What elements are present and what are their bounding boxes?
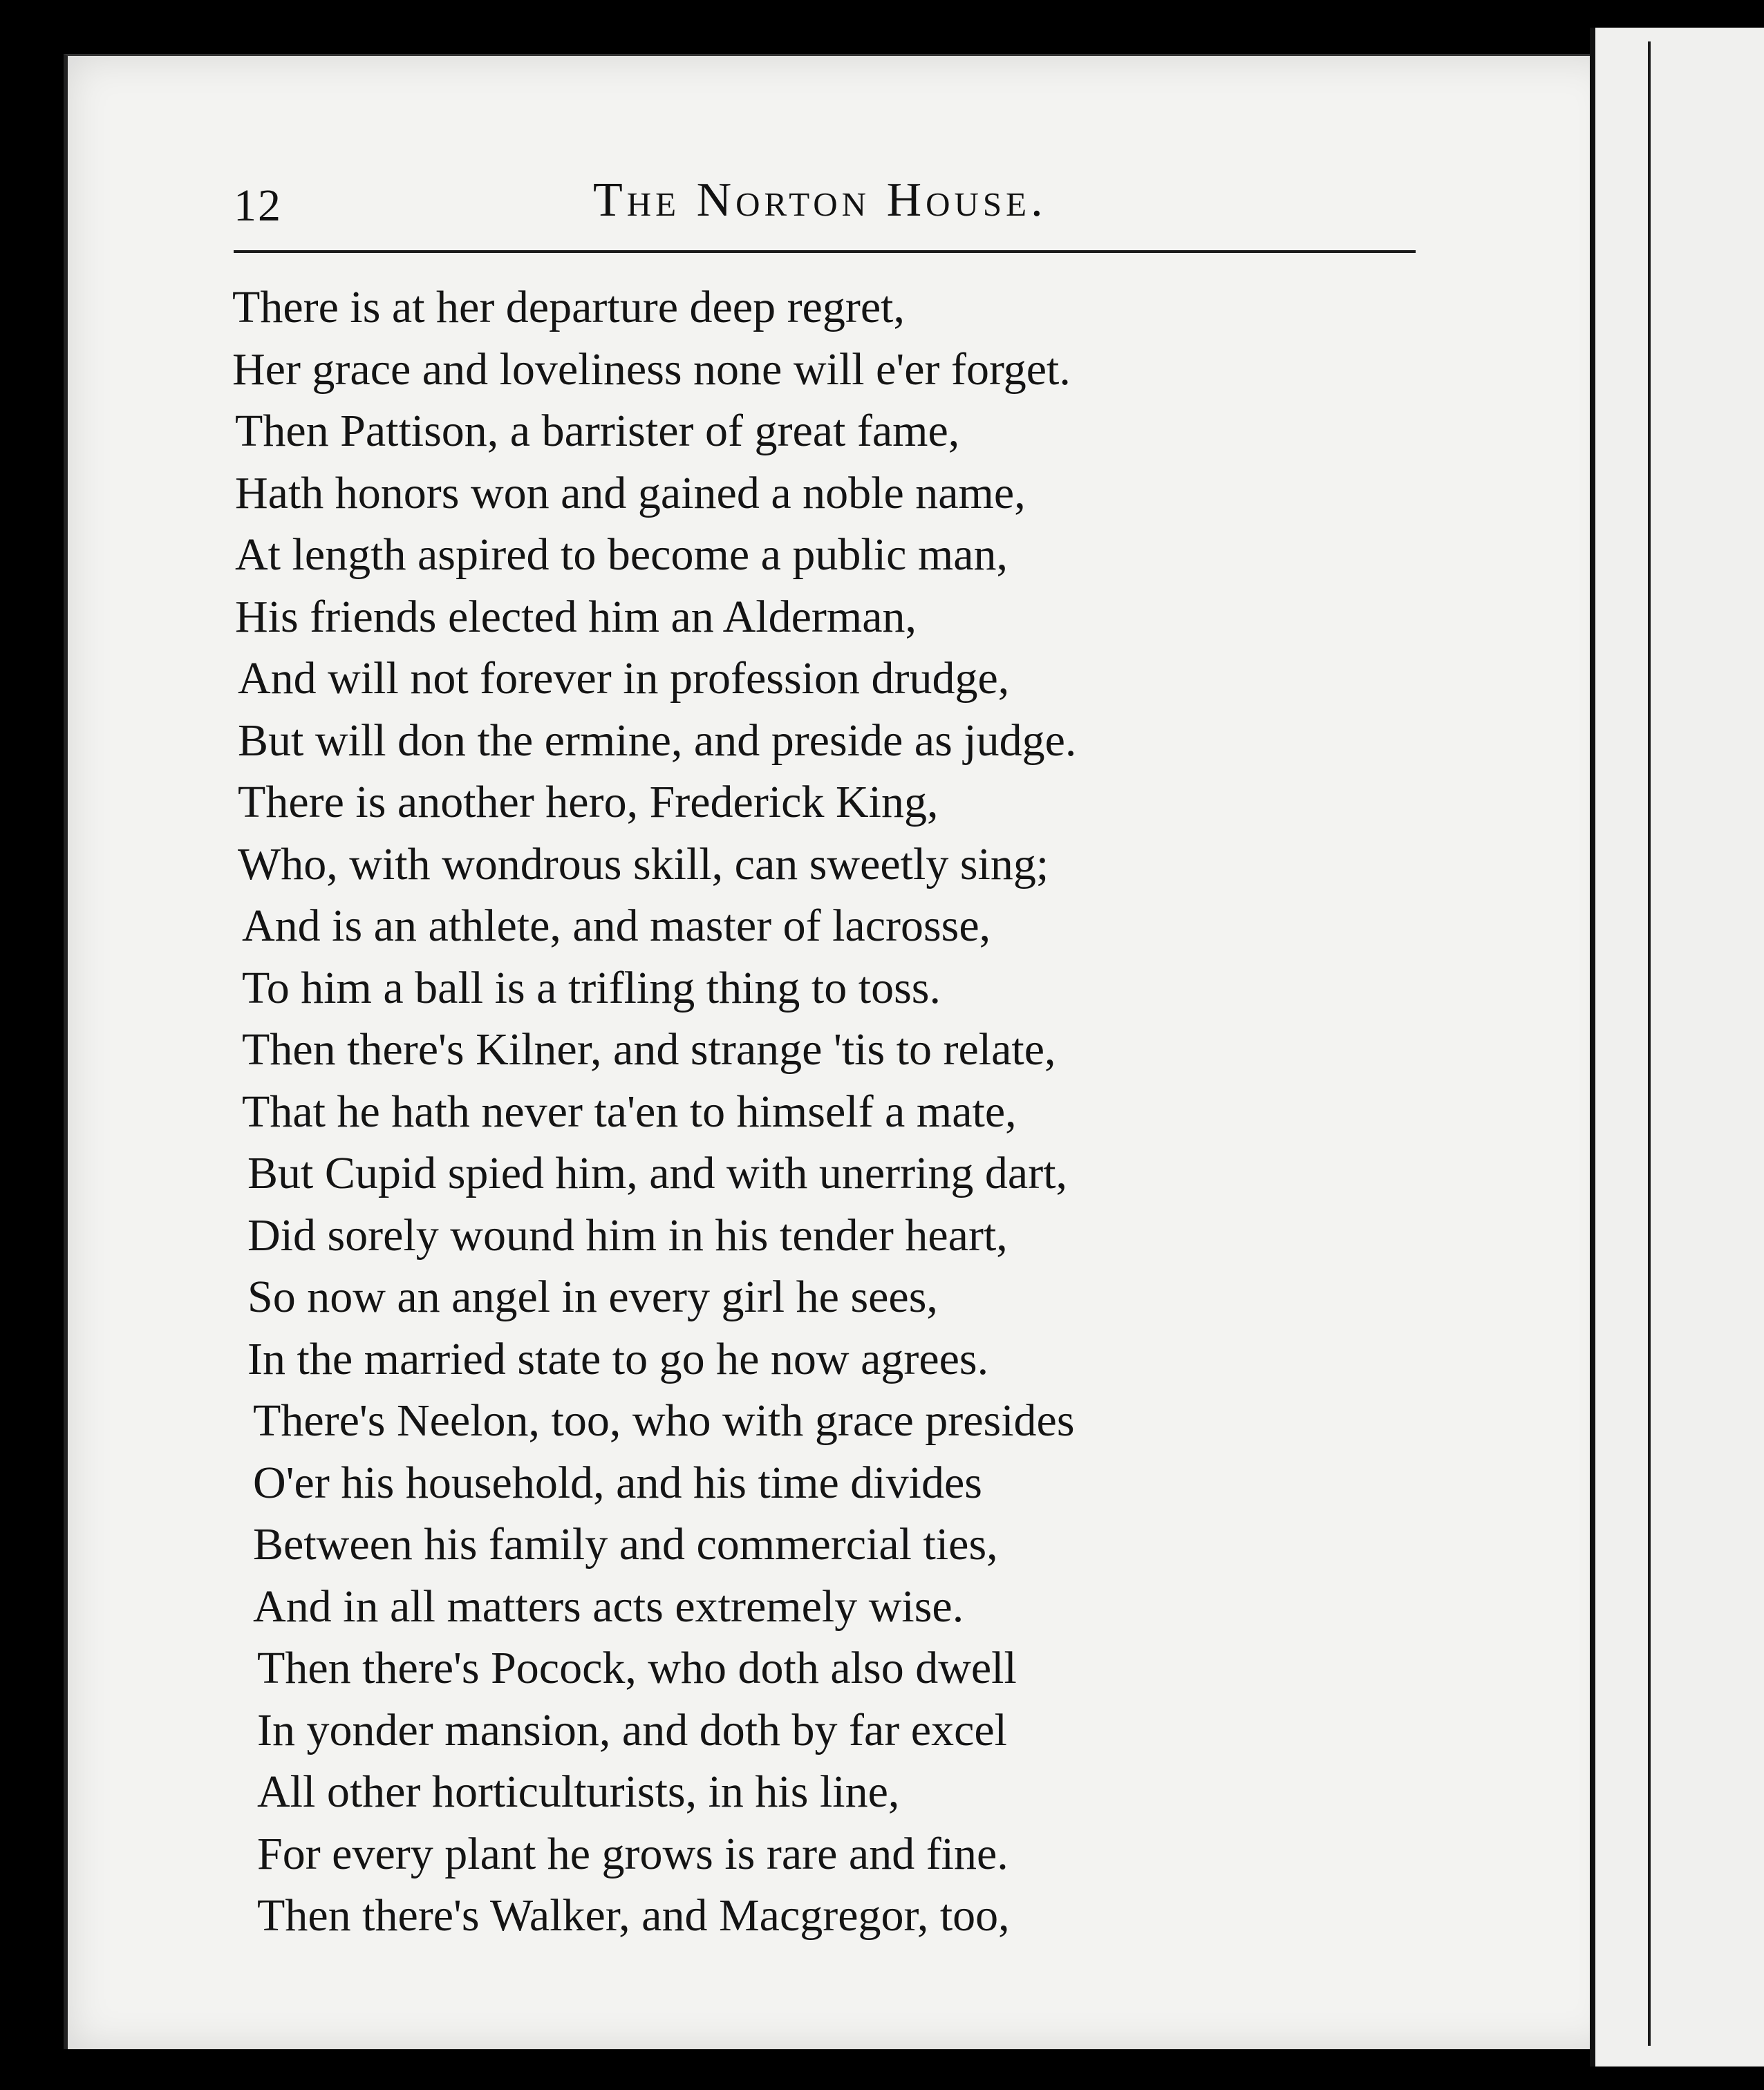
verse-line: But Cupid spied him, and with unerring dart,	[247, 1148, 1068, 1198]
verse-line: There is at her departure deep regret,	[232, 282, 905, 332]
header-rule	[234, 250, 1416, 253]
verse-line: But will don the ermine, and preside as judge.	[238, 715, 1077, 766]
verse-line: Then Pattison, a barrister of great fame,	[235, 406, 960, 456]
verse-line: For every plant he grows is rare and fine.	[257, 1828, 1008, 1879]
running-title: The Norton House.	[593, 173, 1047, 227]
verse-line: So now an angel in every girl he sees,	[247, 1272, 938, 1322]
verse-line: Hath honors won and gained a noble name,	[235, 467, 1026, 518]
verse-line: And in all matters acts extremely wise.	[253, 1581, 964, 1632]
verse-line: Did sorely wound him in his tender heart,	[247, 1209, 1008, 1261]
verse-line: Then there's Walker, and Macgregor, too,	[257, 1890, 1010, 1941]
verse-line: All other horticulturists, in his line,	[257, 1767, 900, 1817]
verse-line: Then there's Pocock, who doth also dwell	[257, 1643, 1017, 1693]
poem-text	[232, 276, 1338, 1947]
verse-line: Then there's Kilner, and strange 'tis to relate,	[242, 1024, 1056, 1075]
verse-line: That he hath never ta'en to himself a mate,	[242, 1086, 1017, 1137]
verse-line: There's Neelon, too, who with grace presides	[253, 1395, 1075, 1446]
verse-line: To him a ball is a trifling thing to toss.	[242, 962, 941, 1013]
verse-line: And is an athlete, and master of lacrosse,	[242, 901, 991, 951]
binding-line	[1648, 41, 1651, 2046]
verse-line: And will not forever in profession drudge,	[238, 653, 1010, 704]
page-number: 12	[234, 180, 282, 231]
verse-line: There is another hero, Frederick King,	[238, 777, 939, 827]
page-header	[234, 166, 1423, 249]
page-gutter	[1590, 28, 1595, 2067]
verse-line: Between his family and commercial ties,	[253, 1519, 998, 1570]
verse-line: Her grace and loveliness none will e'er forget.	[232, 343, 1071, 395]
verse-line: At length aspired to become a public man,	[235, 529, 1008, 580]
verse-line: In yonder mansion, and doth by far excel	[257, 1704, 1008, 1755]
facing-page-edge	[1595, 28, 1764, 2067]
verse-line: In the married state to go he now agrees.	[247, 1333, 989, 1384]
verse-line: Who, with wondrous skill, can sweetly sing;	[238, 838, 1049, 889]
verse-line: O'er his household, and his time divides	[253, 1457, 982, 1508]
verse-line: His friends elected him an Alderman,	[235, 591, 917, 642]
